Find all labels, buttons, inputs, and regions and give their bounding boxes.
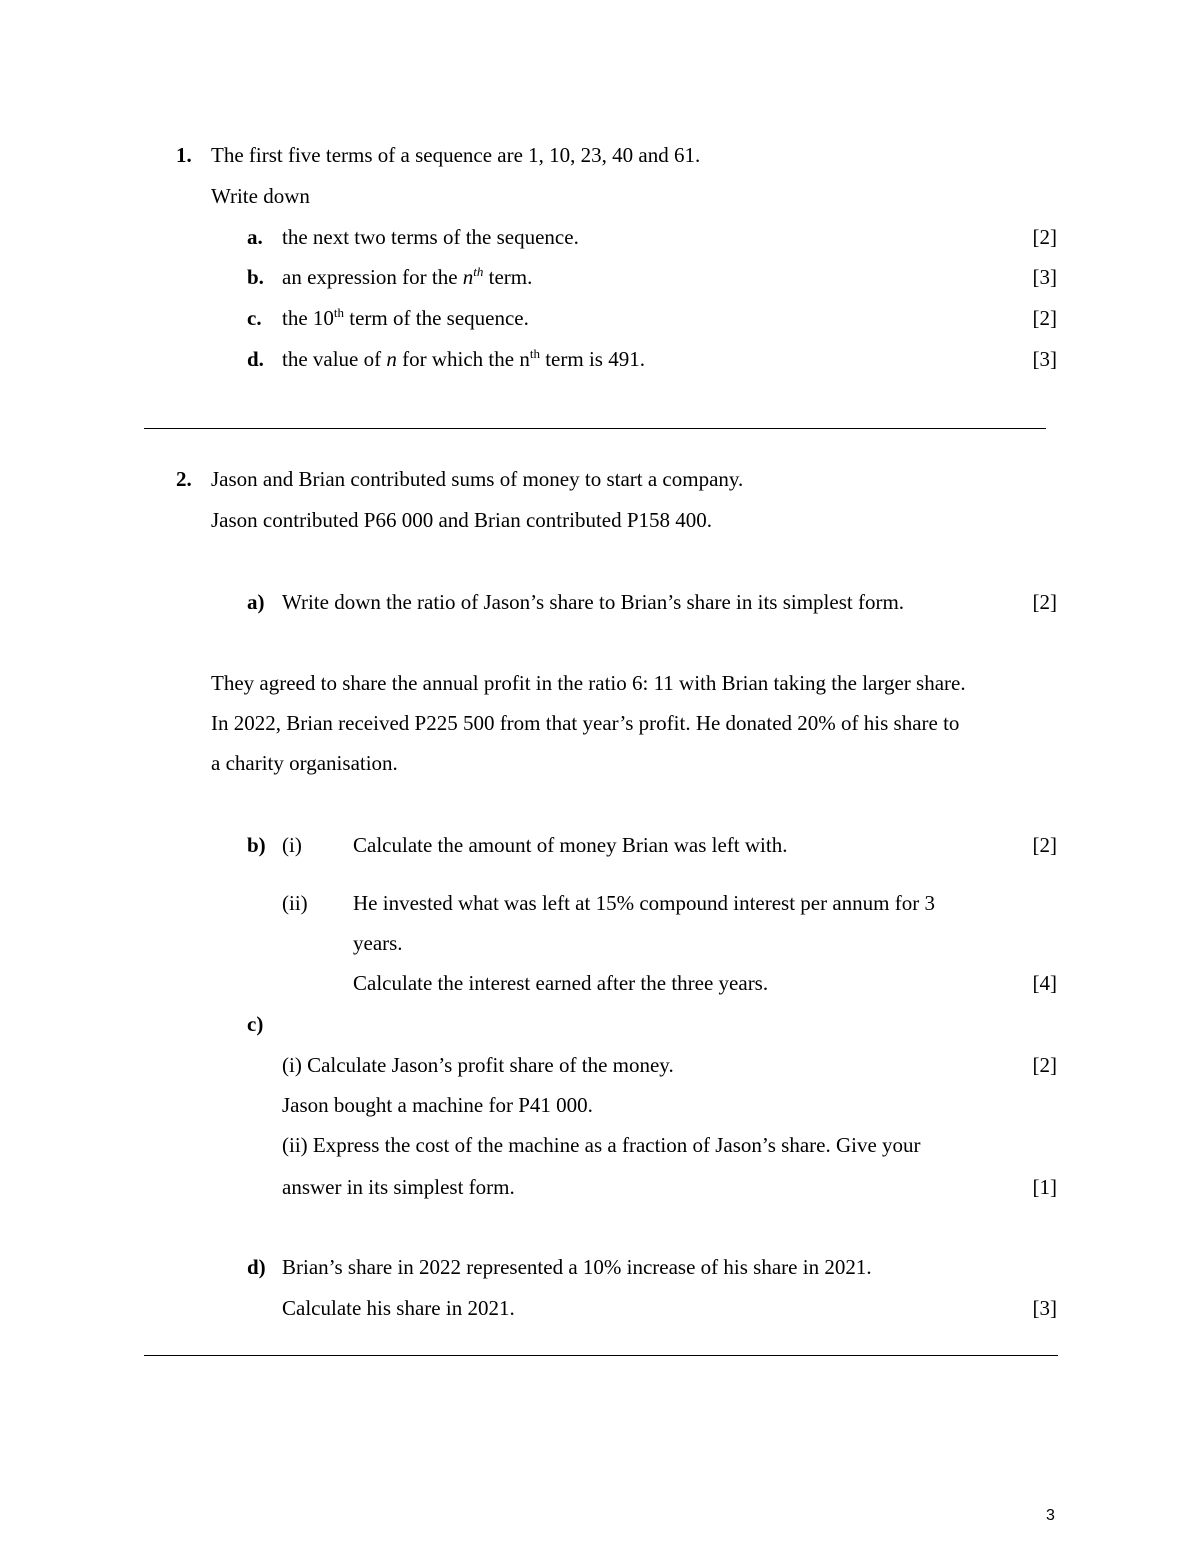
info-line: In 2022, Brian received P225 500 from that year’s profit. He donated 20% of his share to [211,711,960,735]
question-number: 2. [176,467,192,491]
marks: [4] [1032,971,1057,995]
part-label: a) [247,590,265,614]
part-label: c. [247,306,262,330]
marks: [3] [1032,347,1057,371]
marks: [2] [1032,1053,1057,1077]
marks: [2] [1032,833,1057,857]
part-text: Brian’s share in 2022 represented a 10% increase of his share in 2021. [282,1255,872,1279]
marks: [2] [1032,590,1057,614]
subpart-label: (i) [282,833,302,857]
instruction: Write down [211,184,310,208]
marks: [3] [1032,1296,1057,1320]
marks: [2] [1032,225,1057,249]
subpart-text: years. [353,931,403,955]
question-number: 1. [176,143,192,167]
part-label: c) [247,1012,264,1036]
part-label: b. [247,265,264,289]
marks: [2] [1032,306,1057,330]
marks: [1] [1032,1175,1057,1199]
intro-line: Jason contributed P66 000 and Brian contributed P158 400. [211,508,713,532]
subpart-text: (ii) Express the cost of the machine as a fraction of Jason’s share. Give your [282,1133,921,1157]
part-text: the 10th term of the sequence. [282,305,529,330]
subpart-text: Calculate the interest earned after the three years. [353,971,769,995]
part-text: an expression for the $n^{th}$ term. [282,264,533,289]
subpart-label: (ii) [282,891,308,915]
part-text: Write down the ratio of Jason’s share to Brian’s share in its simplest form. [282,590,905,614]
page-number: 3 [1046,1507,1055,1524]
info-line: They agreed to share the annual profit in the ratio 6: 11 with Brian taking the larger share. [211,671,966,695]
section-divider [144,428,1046,429]
intro-line: Jason and Brian contributed sums of money to start a company. [211,467,744,491]
info-line: Jason bought a machine for P41 000. [282,1093,593,1117]
info-line: a charity organisation. [211,751,398,775]
part-label: a. [247,225,263,249]
subpart-text: Calculate the amount of money Brian was left with. [353,833,788,857]
marks: [3] [1032,265,1057,289]
part-text: the next two terms of the sequence. [282,225,579,249]
part-label: b) [247,833,266,857]
subpart-text: He invested what was left at 15% compound interest per annum for 3 [353,891,936,915]
subpart-text: answer in its simplest form. [282,1175,515,1199]
part-text: Calculate his share in 2021. [282,1296,515,1320]
question-stem: The first five terms of a sequence are 1, 10, 23, 40 and 61. [211,143,701,167]
part-label: d) [247,1255,266,1279]
section-divider [144,1355,1058,1356]
part-text: the value of n for which the $n^{th}$ term is 491. [282,346,645,371]
subpart-text: (i) Calculate Jason’s profit share of the money. [282,1053,674,1077]
part-label: d. [247,347,264,371]
